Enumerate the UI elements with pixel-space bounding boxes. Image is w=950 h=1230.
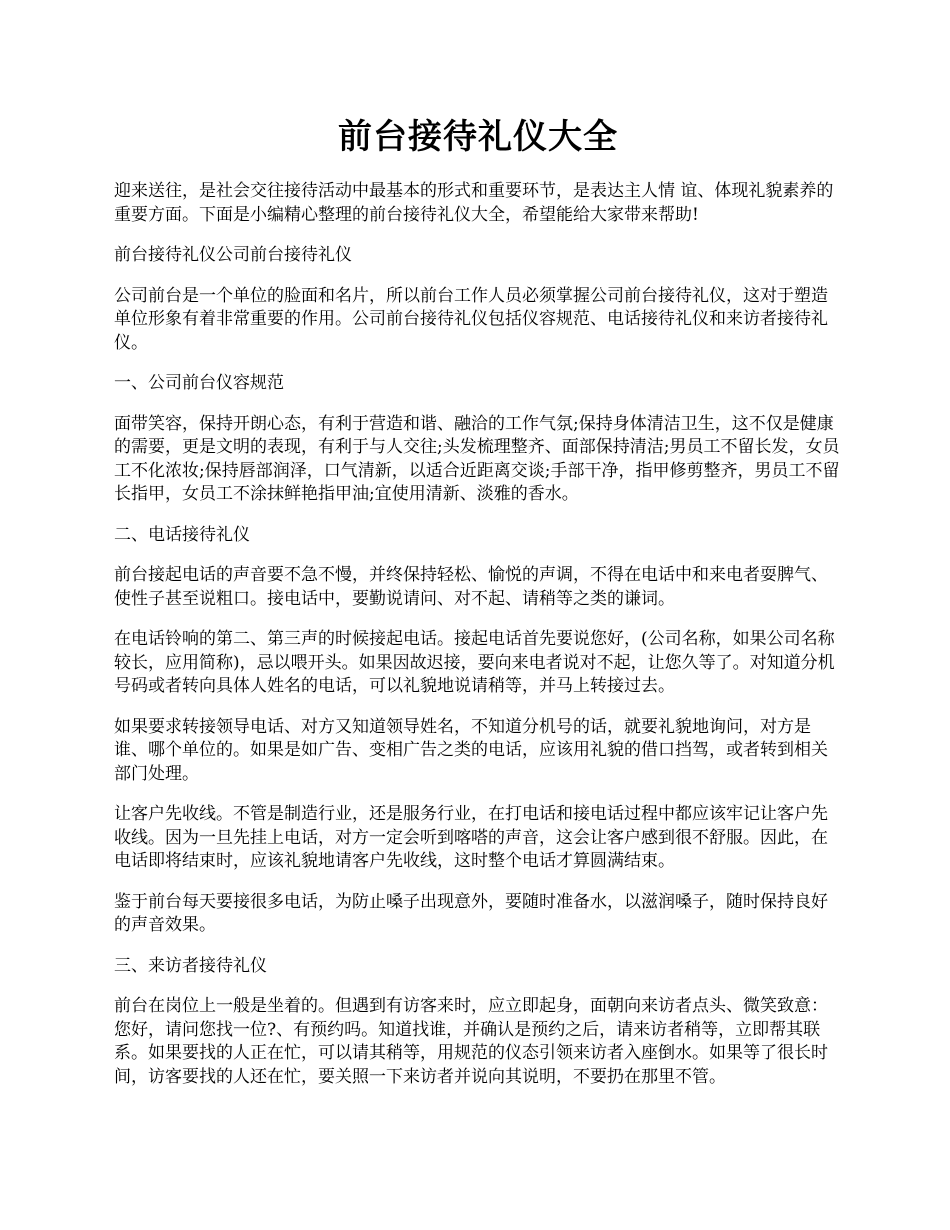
section-heading-reception-etiquette: 前台接待礼仪公司前台接待礼仪 xyxy=(114,245,352,265)
paragraph-visitors: 前台在岗位上一般是坐着的。但遇到有访客来时，应立即起身，面朝向来访者点头、微笑致意：您好，请问您找一位?、有预约吗。知道找谁，并确认是预约之后，请来访者稍等，立即帮其联系。如果要找的人正在忙，可以请其稍等，用规范的仪态引领来访者入座倒水。如果等了很长时间，访客要找的人还在忙，要关照一下来访者并说向其说明，不要扔在那里不管。 xyxy=(114,996,828,1087)
paragraph-phone-2: 在电话铃响的第二、第三声的时候接起电话。接起电话首先要说您好，(公司名称，如果公司名称较长，应用简称)，忌以喂开头。如果因故迟接，要向来电者说对不起，让您久等了。对知道分机号码或者转向具体人姓名的电话，可以礼貌地说请稍等，并马上转接过去。 xyxy=(114,629,835,696)
section-heading-phone: 二、电话接待礼仪 xyxy=(114,524,250,545)
section-heading-visitors: 三、来访者接待礼仪 xyxy=(114,955,267,976)
paragraph-appearance: 面带笑容，保持开朗心态，有利于营造和谐、融洽的工作气氛;保持身体清洁卫生，这不仅是健康的需要，更是文明的表现，有利于与人交往;头发梳理整齐、面部保持清洁;男员工不留长发，女员工不化浓妆;保持唇部润泽，口气清新，以适合近距离交谈;手部干净，指甲修剪整齐，男员工不留长指甲，女员工不涂抹鲜艳指甲油;宜使用清新、淡雅的香水。 xyxy=(114,413,840,504)
document-page xyxy=(114,112,842,1106)
paragraph-phone-5: 鉴于前台每天要接很多电话，为防止嗓子出现意外，要随时准备水，以滋润嗓子，随时保持良好的声音效果。 xyxy=(114,891,828,935)
intro-paragraph: 迎来送往，是社会交往接待活动中最基本的形式和重要环节，是表达主人情 谊、体现礼貌素养的重要方面。下面是小编精心整理的前台接待礼仪大全，希望能给大家带来帮助! xyxy=(114,181,834,225)
paragraph-phone-4: 让客户先收线。不管是制造行业，还是服务行业，在打电话和接电话过程中都应该牢记让客户先收线。因为一旦先挂上电话，对方一定会听到喀嗒的声音，这会让客户感到很不舒服。因此，在电话即将结束时，应该礼貌地请客户先收线，这时整个电话才算圆满结束。 xyxy=(114,804,828,871)
paragraph-phone-1: 前台接起电话的声音要不急不慢，并终保持轻松、愉悦的声调，不得在电话中和来电者耍脾气、使性子甚至说粗口。接电话中，要勤说请问、对不起、请稍等之类的谦词。 xyxy=(114,565,828,609)
section-heading-appearance: 一、公司前台仪容规范 xyxy=(114,373,284,393)
paragraph-overview: 公司前台是一个单位的脸面和名片，所以前台工作人员必须掌握公司前台接待礼仪，这对于塑造单位形象有着非常重要的作用。公司前台接待礼仪包括仪容规范、电话接待礼仪和来访者接待礼仪。 xyxy=(114,285,828,353)
paragraph-phone-3: 如果要求转接领导电话、对方又知道领导姓名，不知道分机号的话，就要礼貌地询问，对方是谁、哪个单位的。如果是如广告、变相广告之类的电话，应该用礼貌的借口挡驾，或者转到相关部门处理。 xyxy=(114,716,828,784)
document-title: 前台接待礼仪大全 xyxy=(338,117,618,157)
